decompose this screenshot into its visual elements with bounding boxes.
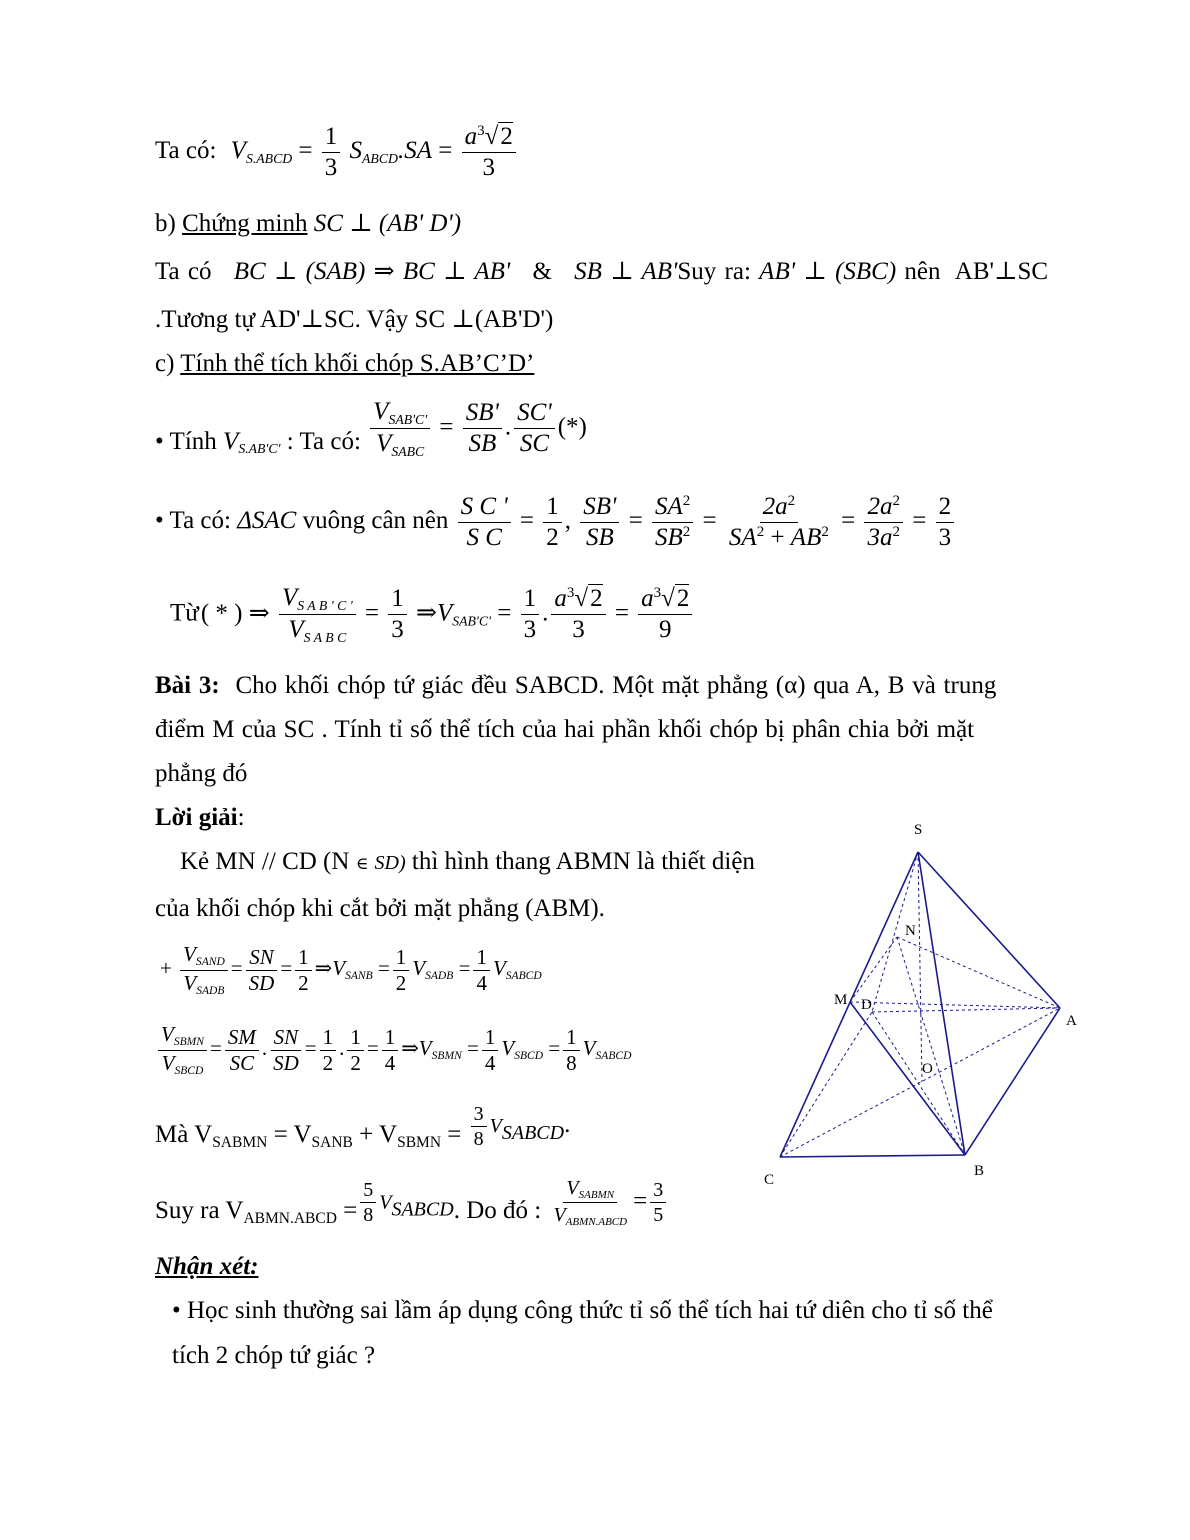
den: 3 [324, 154, 338, 181]
text-suy-ra: Suy ra: [677, 258, 751, 285]
num: $a^3√2$ [638, 584, 692, 615]
den [180, 971, 227, 999]
exp: 3 [477, 123, 485, 139]
frac-half [347, 1025, 364, 1076]
radicand: 2 [676, 585, 690, 613]
sub: SAB'C' [452, 613, 491, 629]
height-so [918, 852, 922, 1082]
text-tinh: • Tính [155, 427, 217, 455]
num: SC' [514, 398, 555, 429]
edge-cd [780, 1012, 872, 1157]
exp: 2 [756, 524, 765, 540]
colon: : [237, 804, 245, 831]
frac-sb [463, 398, 502, 459]
var-V: V [332, 956, 346, 981]
text-amp: & [532, 258, 552, 285]
var-a: a [464, 123, 478, 150]
var-V: V [373, 398, 389, 425]
frac-a3-root2-over-3 [462, 122, 516, 183]
frac-one-third-2 [388, 584, 407, 645]
loi-giai [155, 805, 245, 830]
sub: SABMN [212, 1133, 268, 1151]
sub: SADB [196, 984, 225, 997]
text: = V [267, 1121, 312, 1149]
num: 1 [543, 492, 562, 523]
var-V: V [582, 1036, 596, 1061]
den: 2 [350, 1050, 361, 1075]
bai3-text-1: Cho khối chóp tứ giác đều SABCD. Một mặt phẳng (α) qua A, B và trung [235, 672, 997, 699]
text-ke-mn: Kẻ MN // CD (N [180, 848, 350, 875]
sub: S A B ' C ' [297, 597, 353, 613]
exp: 2 [787, 493, 796, 509]
suy-ra-line: Suy ra $V_{ABMN.ABCD}$ = $\frac{5}{8}$ $V_{SABCD}$. Do đó : $\frac{V_{SABMN}}{V_{ABMN.ABCD}}$ = $\frac{3}{5}$ [155, 1176, 669, 1229]
text-suy-ra: Suy ra V [155, 1197, 244, 1225]
label-s: S [914, 822, 923, 838]
exp: 2 [682, 493, 691, 509]
den: 3 [482, 154, 495, 181]
num: 1 [295, 945, 312, 971]
var-V: V [418, 1036, 432, 1061]
frac-v-ratio-2 [279, 583, 356, 647]
num: 1 [482, 1025, 499, 1051]
label-d: D [861, 997, 872, 1013]
label-n: N [905, 923, 916, 939]
var-V: V [183, 942, 196, 966]
eq-sign: = [497, 599, 512, 627]
label-a: A [1066, 1013, 1077, 1029]
tu-star-line: Từ( * ) ⇒ $\frac{V_{S A B ' C '}}{V_{S A B C}}$ = $\frac{1}{3}$ $\Rightarrow V_{SAB'C'}$ = $\frac{1}{3}$ . $\frac{a^3√2}{3}$ = $\frac{a^3√2}{9}$ [170, 583, 695, 647]
symbol-in: ∈ [355, 854, 369, 873]
text: = [336, 1197, 358, 1225]
var-V: V [376, 430, 392, 458]
den: 3 [523, 616, 537, 644]
num: 1 [393, 945, 410, 971]
frac-quarter [473, 945, 490, 996]
frac-2a2-sum [726, 492, 832, 553]
den [550, 1203, 630, 1229]
math-delta-sac: ΔSAC [237, 507, 297, 535]
math-bc-perp: BC ⊥ (SAB) ⇒ BC ⊥ AB' [233, 258, 511, 285]
heading-c-prefix: c) [155, 350, 175, 377]
frac-quarter [482, 1025, 499, 1076]
den: 5 [653, 1204, 664, 1227]
den: 8 [473, 1128, 484, 1150]
sub: SBCD [514, 1050, 544, 1063]
sub: ABMN.ABCD [565, 1215, 628, 1228]
var: a [641, 585, 654, 613]
radicand: 2 [590, 585, 603, 613]
num: 1 [563, 1025, 580, 1051]
den: 3 [391, 616, 404, 644]
eq-sign: = [364, 599, 379, 627]
den: SD [273, 1050, 299, 1075]
num: $a^3√2$ [551, 584, 605, 615]
num: 1 [322, 122, 341, 153]
den: 3 [938, 524, 952, 551]
den: 2 [298, 970, 309, 995]
bai3-line3: phẳng đó [155, 760, 248, 787]
var-V: V [288, 616, 304, 644]
frac-vsabmn-vabmn [550, 1176, 630, 1229]
num [370, 397, 430, 429]
frac-vsbmn-vsbcd [158, 1022, 207, 1079]
var-SA: .SA [397, 137, 432, 165]
sub: SABC [391, 444, 425, 460]
frac-three-eighths [471, 1102, 487, 1151]
num [652, 492, 693, 523]
frac-five-eighths [360, 1178, 376, 1227]
pyramid-figure [740, 810, 1100, 1200]
bai3-line1 [155, 673, 996, 698]
den: 2 [322, 1050, 334, 1075]
var-V: V [183, 970, 197, 995]
exp: 2 [892, 493, 900, 509]
frac-quarter [382, 1025, 399, 1076]
loigiai-line1 [180, 849, 755, 874]
frac-one-third [322, 122, 341, 183]
num: 3 [471, 1102, 487, 1127]
num [279, 583, 356, 615]
den: SC [229, 1050, 255, 1075]
bai3-label: Bài 3: [155, 672, 220, 699]
text-ab-perp-sc: AB'⊥SC [954, 258, 1049, 285]
eq-sign: = [439, 413, 454, 441]
heading-b [155, 211, 461, 236]
text-ma-v: Mà V [155, 1121, 213, 1149]
den: 2 [395, 970, 407, 995]
frac-half [543, 492, 562, 553]
den: SB [585, 524, 614, 551]
sub-sabc-prime: S.AB'C' [238, 441, 281, 457]
sub: SAB'C' [388, 411, 428, 427]
den: S C [466, 524, 502, 551]
text-tu: Từ [170, 599, 199, 627]
heading-b-prefix: b) [155, 210, 176, 237]
den [285, 615, 349, 646]
nhan-xet-line1: • Học sinh thường sai lầm áp dụng công thức tỉ số thể tích hai tứ diên cho tỉ số thể [172, 1297, 993, 1324]
var-V: V [230, 137, 246, 165]
den: SD [248, 970, 275, 995]
segment-mn [850, 937, 897, 1002]
frac-sm-sc [225, 1025, 259, 1076]
edge-sc [780, 852, 918, 1157]
exp: 2 [821, 524, 829, 540]
num: 1 [320, 1025, 337, 1051]
label-b: B [974, 1163, 985, 1179]
sub: SAND [195, 956, 225, 969]
var-V: V [436, 599, 453, 627]
var-V: V [223, 427, 239, 455]
sub: SABCD [505, 970, 542, 983]
eq-sign: = [912, 507, 927, 535]
den: 8 [566, 1050, 577, 1075]
var: 2a [867, 493, 893, 520]
text-ta-co: • Ta có: [155, 507, 231, 535]
num: SB' [580, 492, 619, 523]
frac-two-thirds [936, 492, 955, 553]
eq-sign: = [628, 507, 643, 535]
num: $a^3√2$ [462, 122, 516, 153]
var-V: V [412, 956, 426, 981]
loi-giai-label: Lời giải [155, 804, 238, 831]
num: 1 [347, 1025, 364, 1051]
num: 3 [650, 1178, 666, 1203]
frac-sc [514, 398, 555, 459]
frac-vsand-vsadb [180, 942, 228, 999]
var: 2a [762, 493, 788, 520]
frac-sn-sd [270, 1025, 302, 1076]
edge-sb [918, 852, 965, 1155]
text-vuong-can: vuông cân nên [302, 507, 449, 535]
bullet-ta-co-delta: • Ta có: ΔSAC vuông cân nên $\frac{\text{S C '}}{\text{S C}}$ = $\frac{1}{2}$ , $\frac{SB'}{SB}$ = $\frac{SA^2}{SB^2}$ = $\frac{2a^2}{SA^2 + AB^2}$ = $\frac{2a^2}{3a^2}$ = $\frac{2}{3}$ [155, 492, 957, 553]
eq-sign: = [702, 507, 717, 535]
math-sd: SD) [374, 852, 406, 874]
label-o: O [922, 1061, 933, 1077]
sub: SBMN [431, 1050, 462, 1063]
exp: 3 [566, 585, 575, 602]
var-V: V [553, 1204, 566, 1227]
sub: SABCD [391, 1198, 454, 1221]
sub: S A B C [303, 630, 347, 646]
math-sb-perp: SB ⊥ AB' [574, 258, 678, 285]
frac-a3r2-3 [551, 584, 605, 645]
heading-b-math: SC ⊥ (AB' D') [313, 210, 462, 237]
text-do-do: . Do đó : [453, 1197, 542, 1225]
ratio-line-1: + $\frac{V_{SAND}}{V_{SADB}}$ = $\frac{SN}{SD}$ = $\frac{1}{2}$ $\Rightarrow V_{SANB}$ = $\frac{1}{2}$ $V_{SADB}$ = $\frac{1}{4}$ $V_{SABCD}$ [160, 942, 542, 997]
text-ta-co: : Ta có: [286, 427, 361, 455]
segment-na [897, 937, 1060, 1008]
var: SB [655, 524, 683, 551]
sub: SABCD [501, 1122, 565, 1145]
sub: SBMN [397, 1133, 442, 1151]
num: SN [271, 1025, 302, 1051]
frac-v-ratio [370, 397, 430, 461]
frac-sc-prime-sc [458, 492, 511, 553]
text-star: (*) [557, 413, 587, 441]
num [158, 1022, 207, 1051]
num: SM [225, 1025, 259, 1051]
den: SC [519, 430, 550, 458]
sub: SBCD [174, 1064, 204, 1077]
var-V: V [566, 1177, 579, 1199]
sub: ABMN.ABCD [243, 1209, 337, 1227]
num: S C ' [458, 492, 511, 523]
num: 2 [936, 492, 955, 523]
var: SA [728, 524, 757, 551]
num: SN [246, 945, 277, 971]
frac-2a2-3a2 [864, 492, 903, 553]
den: 8 [363, 1204, 374, 1227]
exp: 2 [682, 524, 691, 540]
part-b-line1 [155, 259, 1048, 284]
bai3-line2: điểm M của SC . Tính tỉ số thể tích của hai phần khối chóp bị phân chia bởi mặt [155, 716, 975, 743]
heading-b-text: Chứng minh [182, 210, 308, 237]
diag-db [872, 1012, 965, 1155]
frac-one-third-3 [521, 584, 540, 645]
exp: 2 [892, 524, 900, 540]
text-star-implies: ( * ) ⇒ [200, 599, 270, 627]
sub: SABMN [578, 1188, 615, 1201]
nhan-xet-label: Nhận xét: [155, 1253, 259, 1280]
den [373, 429, 427, 460]
loigiai-line2: của khối chóp khi cắt bởi mặt phẳng (ABM). [155, 895, 605, 922]
sub: SADB [425, 970, 454, 983]
eq-sign: = [298, 137, 313, 165]
sub-sabcd: S.ABCD [245, 151, 293, 167]
plus-sign: + [160, 956, 172, 981]
radicand: 2 [500, 123, 513, 150]
text-hinh-thang: thì hình thang ABMN là thiết diện [411, 848, 755, 875]
text-nen: nên [904, 258, 941, 285]
exp: 3 [653, 585, 662, 602]
nhan-xet-line2: tích 2 chóp tứ giác ? [172, 1342, 376, 1369]
num: 1 [473, 945, 490, 971]
num: 1 [388, 584, 407, 615]
var-V: V [501, 1036, 515, 1061]
var-V: V [161, 1022, 174, 1046]
den: 4 [384, 1050, 396, 1075]
den: 4 [476, 970, 487, 995]
den [864, 523, 903, 553]
var-V: V [161, 1050, 175, 1075]
den: 3 [572, 616, 585, 644]
math-ab-perp-sbc: AB' ⊥ (SBC) [759, 258, 897, 285]
den: 2 [546, 524, 559, 551]
heading-c [155, 351, 534, 376]
label-ta-co: Ta có: [155, 137, 217, 165]
sub: SABCD [595, 1050, 632, 1063]
eq-sign: = [614, 599, 629, 627]
var-V: V [492, 956, 506, 981]
edge-da [872, 1008, 1060, 1012]
frac-sa2-sb2 [652, 492, 693, 553]
segment-nb [897, 937, 965, 1155]
eq-sign: = [438, 137, 453, 165]
den: SB [468, 430, 497, 458]
num [180, 942, 228, 971]
bullet-tinh-v: • Tính $V_{S.AB'C'}$ : Ta có: $\frac{V_{SAB'C'}}{V_{SABC}}$ = $\frac{SB'}{SB}$ . $\frac{SC'}{SC}$ (*) [155, 398, 587, 460]
edge-cb [780, 1155, 965, 1157]
var-V: V [489, 1115, 502, 1138]
frac-three-fifths [650, 1178, 666, 1227]
var: a [554, 585, 567, 613]
var-S: S [349, 137, 363, 165]
num: 1 [521, 584, 540, 615]
frac-half [393, 945, 410, 996]
den [652, 523, 693, 553]
num: SB' [463, 398, 502, 429]
den [159, 1051, 207, 1079]
segment-ma [850, 1002, 1060, 1008]
num: 1 [382, 1025, 399, 1051]
sub: SBMN [173, 1036, 204, 1049]
part-b-line2: .Tương tự AD'⊥SC. Vậy SC ⊥(AB'D') [155, 306, 554, 333]
edge-ba [965, 1008, 1060, 1155]
text-ta-co: Ta có [155, 258, 212, 285]
formula-volume-sabcd [155, 122, 519, 183]
text: = [441, 1121, 462, 1149]
frac-a3r2-9 [638, 584, 692, 645]
frac-sn-sd [246, 945, 278, 996]
ratio-line-2: $\frac{V_{SBMN}}{V_{SBCD}}$ = $\frac{SM}{SC}$ . $\frac{SN}{SD}$ = $\frac{1}{2}$ . $\frac{1}{2}$ = $\frac{1}{4}$ $\Rightarrow V_{SBMN}$ = $\frac{1}{4}$ $V_{SBCD}$ = $\frac{1}{8}$ $V_{SABCD}$ [155, 1022, 631, 1079]
num [760, 492, 799, 523]
var-V: V [379, 1191, 392, 1214]
text: + V [352, 1121, 398, 1149]
var: 3a [867, 524, 893, 551]
den: 9 [659, 616, 672, 644]
label-m: M [834, 992, 848, 1008]
den: 4 [484, 1050, 496, 1075]
num [864, 492, 903, 523]
frac-eighth [563, 1025, 580, 1076]
var-V: V [281, 584, 298, 611]
label-c: C [764, 1172, 775, 1188]
eq-sign: = [519, 507, 535, 535]
den: $SA^2 + AB^2$ [728, 524, 829, 551]
sub: SANB [345, 970, 373, 983]
segment-mb [850, 1002, 965, 1155]
heading-c-text: Tính thể tích khối chóp S.AB’C’D’ [180, 350, 535, 377]
var: SA [655, 493, 683, 520]
sub-abcd: ABCD [362, 151, 398, 167]
frac-half [295, 945, 312, 996]
var: AB [790, 524, 822, 551]
eq-sign: = [841, 507, 856, 535]
frac-half [320, 1025, 337, 1076]
frac-sb-prime-sb [580, 492, 619, 553]
diag-ca [780, 1008, 1060, 1157]
ma-line: Mà $V_{SABMN} = V_{SANB} + V_{SBMN}$ = $\frac{3}{8}$ $V_{SABCD}$. [155, 1103, 571, 1151]
num [563, 1176, 617, 1203]
sub: SANB [311, 1133, 353, 1151]
num: 5 [360, 1178, 376, 1203]
